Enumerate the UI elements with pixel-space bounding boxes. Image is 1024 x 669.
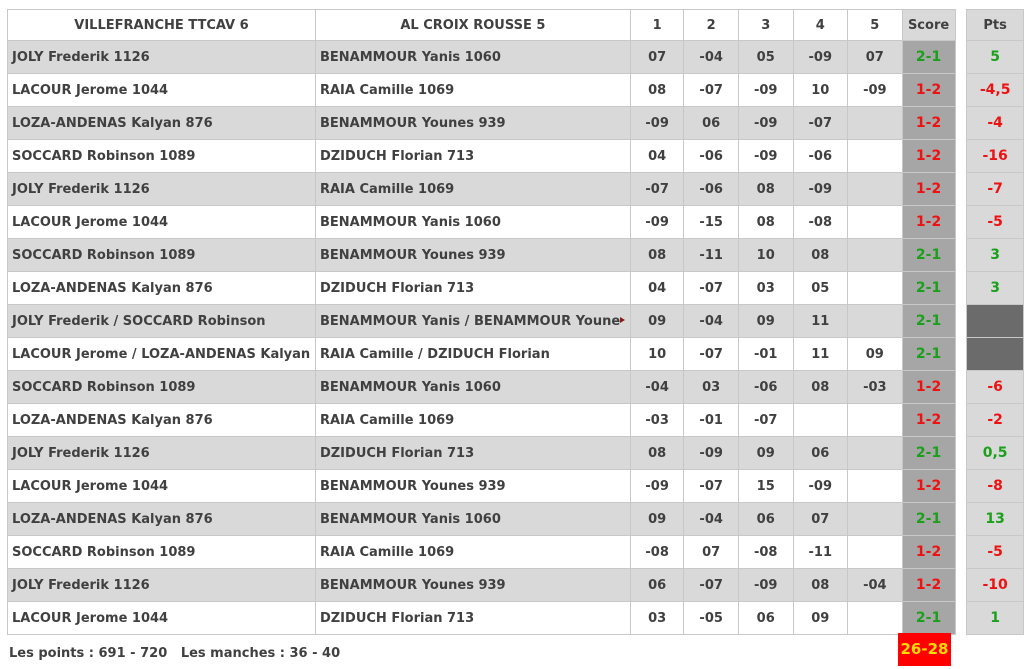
set-3-score: -09: [738, 569, 793, 602]
set-1-score: 04: [630, 272, 684, 305]
match-row: [8, 569, 1024, 602]
set-4-score: -08: [793, 206, 848, 239]
points-summary: Les points : 691 - 720: [9, 646, 168, 661]
away-team-header: AL CROIX ROUSSE 5: [315, 10, 630, 41]
set-2-score: -15: [684, 206, 739, 239]
match-score: 2-1: [902, 437, 955, 470]
match-row: [8, 602, 1024, 635]
away-player: DZIDUCH Florian 713: [315, 140, 630, 173]
set-4-score: 08: [793, 371, 848, 404]
set-5-header: 5: [848, 10, 903, 41]
set-2-score: -01: [684, 404, 739, 437]
away-player: RAIA Camille 1069: [315, 173, 630, 206]
home-player: LACOUR Jerome 1044: [8, 206, 316, 239]
pts-header: Pts: [967, 10, 1024, 41]
home-player: LACOUR Jerome / LOZA-ANDENAS Kalyan: [8, 338, 316, 371]
set-1-score: -08: [630, 536, 684, 569]
set-1-score: 04: [630, 140, 684, 173]
match-row: [8, 536, 1024, 569]
column-gap: [955, 404, 967, 437]
column-gap: [955, 41, 967, 74]
away-player: RAIA Camille 1069: [315, 404, 630, 437]
set-5-score: [848, 602, 903, 635]
match-score: 1-2: [902, 74, 955, 107]
away-player: BENAMMOUR Younes 939: [315, 569, 630, 602]
set-4-score: -11: [793, 536, 848, 569]
set-5-score: -04: [848, 569, 903, 602]
set-4-score: 07: [793, 503, 848, 536]
set-3-score: 06: [738, 503, 793, 536]
home-player: SOCCARD Robinson 1089: [8, 140, 316, 173]
points-value: -5: [967, 536, 1024, 569]
match-row: [8, 470, 1024, 503]
home-player: JOLY Frederik 1126: [8, 569, 316, 602]
set-3-score: 08: [738, 206, 793, 239]
set-5-score: -09: [848, 74, 903, 107]
points-value: 0,5: [967, 437, 1024, 470]
set-5-score: [848, 140, 903, 173]
match-score: 1-2: [902, 470, 955, 503]
away-player: RAIA Camille 1069: [315, 536, 630, 569]
results-table: [7, 9, 1024, 635]
set-1-score: 09: [630, 503, 684, 536]
set-4-score: 08: [793, 569, 848, 602]
set-2-score: -07: [684, 569, 739, 602]
match-score: 1-2: [902, 140, 955, 173]
home-player: LOZA-ANDENAS Kalyan 876: [8, 503, 316, 536]
column-gap: [955, 503, 967, 536]
score-header: Score: [902, 10, 955, 41]
summary-footer: [9, 646, 340, 661]
points-value: [967, 305, 1024, 338]
match-score: 2-1: [902, 305, 955, 338]
set-5-score: [848, 404, 903, 437]
away-player: BENAMMOUR Younes 939: [315, 470, 630, 503]
set-2-score: -09: [684, 437, 739, 470]
set-1-score: 07: [630, 41, 684, 74]
home-player: LOZA-ANDENAS Kalyan 876: [8, 107, 316, 140]
column-gap: [955, 206, 967, 239]
match-row: [8, 371, 1024, 404]
set-5-score: [848, 272, 903, 305]
match-row: [8, 437, 1024, 470]
match-row: [8, 107, 1024, 140]
set-1-score: 08: [630, 437, 684, 470]
column-gap: [955, 338, 967, 371]
points-value: -7: [967, 173, 1024, 206]
set-2-score: 07: [684, 536, 739, 569]
set-4-score: -06: [793, 140, 848, 173]
set-1-score: -09: [630, 206, 684, 239]
home-player: JOLY Frederik 1126: [8, 173, 316, 206]
home-player: LACOUR Jerome 1044: [8, 470, 316, 503]
points-value: 13: [967, 503, 1024, 536]
away-player: BENAMMOUR Yanis 1060: [315, 503, 630, 536]
column-gap: [955, 173, 967, 206]
set-2-header: 2: [684, 10, 739, 41]
set-5-score: [848, 173, 903, 206]
home-player: JOLY Frederik 1126: [8, 41, 316, 74]
column-gap: [955, 470, 967, 503]
column-gap: [955, 10, 967, 41]
match-score: 1-2: [902, 173, 955, 206]
away-player: DZIDUCH Florian 713: [315, 272, 630, 305]
set-5-score: [848, 239, 903, 272]
points-value: -4: [967, 107, 1024, 140]
match-score: 1-2: [902, 371, 955, 404]
match-score: 2-1: [902, 602, 955, 635]
match-score: 2-1: [902, 503, 955, 536]
set-1-score: 08: [630, 239, 684, 272]
column-gap: [955, 305, 967, 338]
match-score: 1-2: [902, 569, 955, 602]
away-player: BENAMMOUR Yanis 1060: [315, 206, 630, 239]
match-row: [8, 404, 1024, 437]
set-5-score: [848, 107, 903, 140]
match-rows: [8, 41, 1024, 635]
set-1-score: 03: [630, 602, 684, 635]
match-row: [8, 173, 1024, 206]
points-value: 3: [967, 272, 1024, 305]
set-5-score: [848, 437, 903, 470]
set-2-score: -04: [684, 305, 739, 338]
set-2-score: 03: [684, 371, 739, 404]
set-4-score: 10: [793, 74, 848, 107]
set-2-score: -11: [684, 239, 739, 272]
match-row: [8, 206, 1024, 239]
column-gap: [955, 536, 967, 569]
away-player: BENAMMOUR Yanis 1060: [315, 371, 630, 404]
set-3-header: 3: [738, 10, 793, 41]
match-row: [8, 239, 1024, 272]
away-player: BENAMMOUR Yanis 1060: [315, 41, 630, 74]
set-3-score: 09: [738, 437, 793, 470]
away-player: BENAMMOUR Younes 939: [315, 239, 630, 272]
set-3-score: -08: [738, 536, 793, 569]
set-5-score: -03: [848, 371, 903, 404]
match-score: 2-1: [902, 41, 955, 74]
set-2-score: -07: [684, 470, 739, 503]
points-value: -6: [967, 371, 1024, 404]
set-5-score: [848, 470, 903, 503]
match-score: 1-2: [902, 107, 955, 140]
set-2-score: -07: [684, 338, 739, 371]
away-player: BENAMMOUR Younes 939: [315, 107, 630, 140]
set-4-header: 4: [793, 10, 848, 41]
set-2-score: -05: [684, 602, 739, 635]
match-row: [8, 41, 1024, 74]
set-3-score: -07: [738, 404, 793, 437]
set-4-score: 08: [793, 239, 848, 272]
set-4-score: 06: [793, 437, 848, 470]
header-row: [8, 10, 1024, 41]
set-3-score: -09: [738, 107, 793, 140]
set-3-score: 05: [738, 41, 793, 74]
match-row: [8, 272, 1024, 305]
away-player: BENAMMOUR Yanis / BENAMMOUR Youne: [315, 305, 630, 338]
set-5-score: [848, 503, 903, 536]
away-player: RAIA Camille 1069: [315, 74, 630, 107]
points-value: 5: [967, 41, 1024, 74]
away-player: DZIDUCH Florian 713: [315, 602, 630, 635]
set-4-score: -09: [793, 173, 848, 206]
set-4-score: [793, 404, 848, 437]
set-3-score: -01: [738, 338, 793, 371]
match-score: 1-2: [902, 404, 955, 437]
home-player: JOLY Frederik 1126: [8, 437, 316, 470]
set-3-score: 03: [738, 272, 793, 305]
match-sheet: [7, 9, 1024, 635]
set-5-score: 07: [848, 41, 903, 74]
home-player: LACOUR Jerome 1044: [8, 74, 316, 107]
home-player: SOCCARD Robinson 1089: [8, 239, 316, 272]
match-row: [8, 338, 1024, 371]
match-score: 2-1: [902, 239, 955, 272]
set-5-score: [848, 305, 903, 338]
points-value: 1: [967, 602, 1024, 635]
set-1-score: -09: [630, 107, 684, 140]
points-value: -10: [967, 569, 1024, 602]
points-value: -8: [967, 470, 1024, 503]
set-3-score: 08: [738, 173, 793, 206]
points-value: 3: [967, 239, 1024, 272]
set-3-score: 06: [738, 602, 793, 635]
away-player: DZIDUCH Florian 713: [315, 437, 630, 470]
home-player: LOZA-ANDENAS Kalyan 876: [8, 272, 316, 305]
set-4-score: 09: [793, 602, 848, 635]
set-4-score: 11: [793, 338, 848, 371]
points-value: -2: [967, 404, 1024, 437]
column-gap: [955, 602, 967, 635]
set-3-score: -09: [738, 140, 793, 173]
set-2-score: 06: [684, 107, 739, 140]
set-1-score: -03: [630, 404, 684, 437]
match-score: 1-2: [902, 206, 955, 239]
column-gap: [955, 437, 967, 470]
set-5-score: 09: [848, 338, 903, 371]
set-1-score: 06: [630, 569, 684, 602]
set-3-score: -09: [738, 74, 793, 107]
home-team-header: VILLEFRANCHE TTCAV 6: [8, 10, 316, 41]
set-4-score: -07: [793, 107, 848, 140]
set-2-score: -04: [684, 503, 739, 536]
set-1-score: -09: [630, 470, 684, 503]
match-row: [8, 503, 1024, 536]
set-1-score: 09: [630, 305, 684, 338]
home-player: JOLY Frederik / SOCCARD Robinson: [8, 305, 316, 338]
set-2-score: -07: [684, 74, 739, 107]
set-4-score: 11: [793, 305, 848, 338]
match-score: 2-1: [902, 272, 955, 305]
column-gap: [955, 272, 967, 305]
set-1-header: 1: [630, 10, 684, 41]
points-value: [967, 338, 1024, 371]
home-player: LACOUR Jerome 1044: [8, 602, 316, 635]
set-4-score: -09: [793, 470, 848, 503]
column-gap: [955, 239, 967, 272]
set-1-score: -07: [630, 173, 684, 206]
set-2-score: -06: [684, 173, 739, 206]
set-1-score: -04: [630, 371, 684, 404]
match-score: 2-1: [902, 338, 955, 371]
home-player: SOCCARD Robinson 1089: [8, 536, 316, 569]
set-3-score: 10: [738, 239, 793, 272]
points-value: -5: [967, 206, 1024, 239]
set-5-score: [848, 206, 903, 239]
set-2-score: -06: [684, 140, 739, 173]
set-2-score: -04: [684, 41, 739, 74]
away-player: RAIA Camille / DZIDUCH Florian: [315, 338, 630, 371]
home-player: SOCCARD Robinson 1089: [8, 371, 316, 404]
match-row: [8, 305, 1024, 338]
set-1-score: 10: [630, 338, 684, 371]
column-gap: [955, 569, 967, 602]
column-gap: [955, 371, 967, 404]
sets-summary: Les manches : 36 - 40: [180, 646, 341, 661]
home-player: LOZA-ANDENAS Kalyan 876: [8, 404, 316, 437]
column-gap: [955, 107, 967, 140]
points-value: -4,5: [967, 74, 1024, 107]
set-4-score: 05: [793, 272, 848, 305]
set-3-score: 15: [738, 470, 793, 503]
column-gap: [955, 74, 967, 107]
match-score: 1-2: [902, 536, 955, 569]
set-3-score: 09: [738, 305, 793, 338]
column-gap: [955, 140, 967, 173]
set-4-score: -09: [793, 41, 848, 74]
match-row: [8, 140, 1024, 173]
total-score: 26-28: [898, 633, 951, 666]
set-2-score: -07: [684, 272, 739, 305]
set-1-score: 08: [630, 74, 684, 107]
match-row: [8, 74, 1024, 107]
points-value: -16: [967, 140, 1024, 173]
set-3-score: -06: [738, 371, 793, 404]
cell-note-indicator: [620, 317, 625, 323]
set-5-score: [848, 536, 903, 569]
